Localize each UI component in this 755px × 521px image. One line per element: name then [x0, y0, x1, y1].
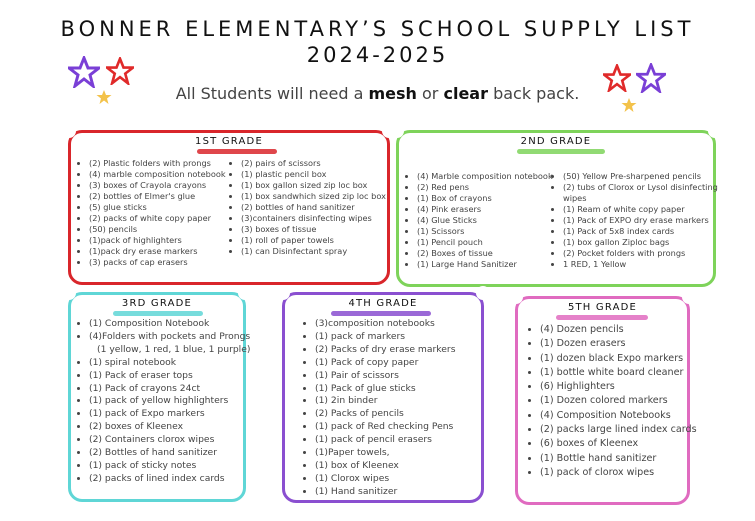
grade4-card — [282, 292, 484, 503]
supply-item: • (1) Pair of scissors — [315, 370, 495, 383]
supply-item: • (1) dozen black Expo markers — [540, 352, 698, 366]
supply-item: • (2) Packs of pencils — [315, 408, 495, 421]
supply-item: • (2) packs of white copy paper — [89, 213, 239, 224]
supply-item: • (1) Pack of copy paper — [315, 357, 495, 370]
grade2-title: 2ND GRADE — [520, 136, 592, 147]
supply-item: • (1) box gallon Ziploc bags — [563, 237, 725, 248]
supply-item: • (1) Pack of 5x8 index cards — [563, 226, 725, 237]
supply-item: • (4) Glue Sticks — [417, 215, 567, 226]
supply-item: • (2) Containers clorox wipes — [89, 434, 257, 447]
supply-item: • (1) plastic pencil box — [241, 169, 401, 180]
supply-item: (1 yellow, 1 red, 1 blue, 1 purple) — [97, 343, 251, 355]
supply-item: • (5) glue sticks — [89, 202, 239, 213]
note-text-2: or — [416, 84, 444, 103]
supply-item: • (2) boxes of Kleenex — [89, 421, 257, 434]
supply-item: • (1) pack of sticky notes — [89, 460, 257, 473]
supply-item: • (4)Folders with pockets and Prongs — [89, 331, 257, 344]
supply-item: • (4) Composition Notebooks — [540, 409, 698, 423]
grade3-title: 3RD GRADE — [121, 298, 193, 309]
supply-item: • (2) Packs of dry erase markers — [315, 344, 495, 357]
supply-item: • (1) Bottle hand sanitizer — [540, 452, 698, 466]
note-clear: clear — [443, 84, 488, 103]
supply-item: • (50) Yellow Pre-sharpened pencils — [563, 171, 725, 182]
supply-item: • (2) Red pens — [417, 182, 567, 193]
note-text-3: back pack. — [487, 84, 580, 103]
supply-item: • (2) Boxes of tissue — [417, 248, 567, 259]
supply-item: • (1) pack of pencil erasers — [315, 434, 495, 447]
supply-item: • (6) Highlighters — [540, 380, 698, 394]
supply-item: • (3) packs of cap erasers — [89, 257, 239, 268]
grade5-card — [515, 296, 697, 505]
supply-item: • (3)containers disinfecting wipes — [241, 213, 401, 224]
supply-item: • (1) Dozen erasers — [540, 337, 698, 351]
supply-item: • (1) 2in binder — [315, 395, 495, 408]
grade5-brush — [556, 315, 648, 320]
note-text-1: All Students will need a — [175, 84, 369, 103]
supply-item: • (1) pack of yellow highlighters — [89, 395, 257, 408]
supply-item: • (2) Bottles of hand sanitizer — [89, 447, 257, 460]
supply-item: • (1) pack of Expo markers — [89, 408, 257, 421]
supply-item: • (1) Box of crayons — [417, 193, 567, 204]
supply-item: • (4) Marble composition notebook — [417, 171, 567, 182]
supply-item: • (1) Composition Notebook — [89, 318, 257, 331]
supply-item: • (1)Paper towels, — [315, 447, 495, 460]
school-year: 2024-2025 — [306, 43, 449, 67]
supply-item: • (1) box gallon sized zip loc box — [241, 180, 401, 191]
yellow-star-icon — [96, 89, 112, 105]
grade1-card — [68, 130, 390, 285]
supply-item: • (1) bottle white board cleaner — [540, 366, 698, 380]
supply-item: • (1) Hand sanitizer — [315, 486, 495, 499]
grade2-brush — [517, 149, 605, 154]
supply-item: • (1)pack dry erase markers — [89, 246, 239, 257]
supply-item: • (1) Large Hand Sanitizer — [417, 259, 567, 270]
supply-item: • (1) Ream of white copy paper — [563, 204, 725, 215]
grade1-brush — [197, 149, 277, 154]
supply-item: • (3) boxes of tissue — [241, 224, 401, 235]
supply-item: • (50) pencils — [89, 224, 239, 235]
supply-item: • (2) Plastic folders with prongs — [89, 158, 239, 169]
supply-item: • (4) marble composition notebook — [89, 169, 239, 180]
supply-item: • (4) Dozen pencils — [540, 323, 698, 337]
supply-item: • (2) Pocket folders with prongs — [563, 248, 725, 259]
supply-item: • (1) roll of paper towels — [241, 235, 401, 246]
supply-item: • (6) boxes of Kleenex — [540, 437, 698, 451]
supply-item: • (1) Pack of glue sticks — [315, 383, 495, 396]
supply-item: • (2) pairs of scissors — [241, 158, 401, 169]
purple-star-icon — [68, 56, 100, 88]
supply-item: • (3)composition notebooks — [315, 318, 495, 331]
page-title: BONNER ELEMENTARY’S SCHOOL SUPPLY LIST — [60, 17, 695, 41]
grade5-title: 5TH GRADE — [567, 302, 638, 313]
grade1-title: 1ST GRADE — [195, 136, 263, 147]
red-star-icon — [603, 64, 631, 92]
supply-item: • (4) Pink erasers — [417, 204, 567, 215]
supply-item: • (1) can Disinfectant spray — [241, 246, 401, 257]
supply-item: • (1) pack of clorox wipes — [540, 466, 698, 480]
supply-item: • (1) pack of Red checking Pens — [315, 421, 495, 434]
supply-item: • (1) Dozen colored markers — [540, 394, 698, 408]
supply-item: • (1) box of Kleenex — [315, 460, 495, 473]
supply-item: • (2) bottles of hand sanitizer — [241, 202, 401, 213]
supply-item: • (1) Pack of crayons 24ct — [89, 383, 257, 396]
supply-item: • (1) Pack of eraser tops — [89, 370, 257, 383]
supply-item: • (2) packs of lined index cards — [89, 473, 257, 486]
supply-item: • (2) bottles of Elmer's glue — [89, 191, 239, 202]
supply-item: • (3) boxes of Crayola crayons — [89, 180, 239, 191]
yellow-star-icon — [621, 97, 637, 113]
grade3-brush — [113, 311, 203, 316]
supply-item: • (2) packs large lined index cards — [540, 423, 698, 437]
purple-star-icon — [636, 63, 666, 93]
supply-item: • (1) Pack of EXPO dry erase markers — [563, 215, 725, 226]
grade2-card — [396, 130, 716, 287]
supply-item: • (1) Scissors — [417, 226, 567, 237]
grade4-brush — [331, 311, 431, 316]
note-mesh: mesh — [368, 84, 417, 103]
supply-item: • (1) Clorox wipes — [315, 473, 495, 486]
supply-item: • (1)pack of highlighters — [89, 235, 239, 246]
supply-item: • (1) pack of markers — [315, 331, 495, 344]
supply-item: • (1) spiral notebook — [89, 357, 257, 370]
red-star-icon — [106, 57, 134, 85]
supply-item: • 1 RED, 1 Yellow — [563, 259, 725, 270]
grade3-card — [68, 292, 251, 502]
supply-item: • (2) tubs of Clorox or Lysol disinfecting wipes — [563, 182, 725, 204]
grade4-title: 4TH GRADE — [348, 298, 418, 309]
supply-item: • (1) box sandwhich sized zip loc box — [241, 191, 401, 202]
supply-item: • (1) Pencil pouch — [417, 237, 567, 248]
